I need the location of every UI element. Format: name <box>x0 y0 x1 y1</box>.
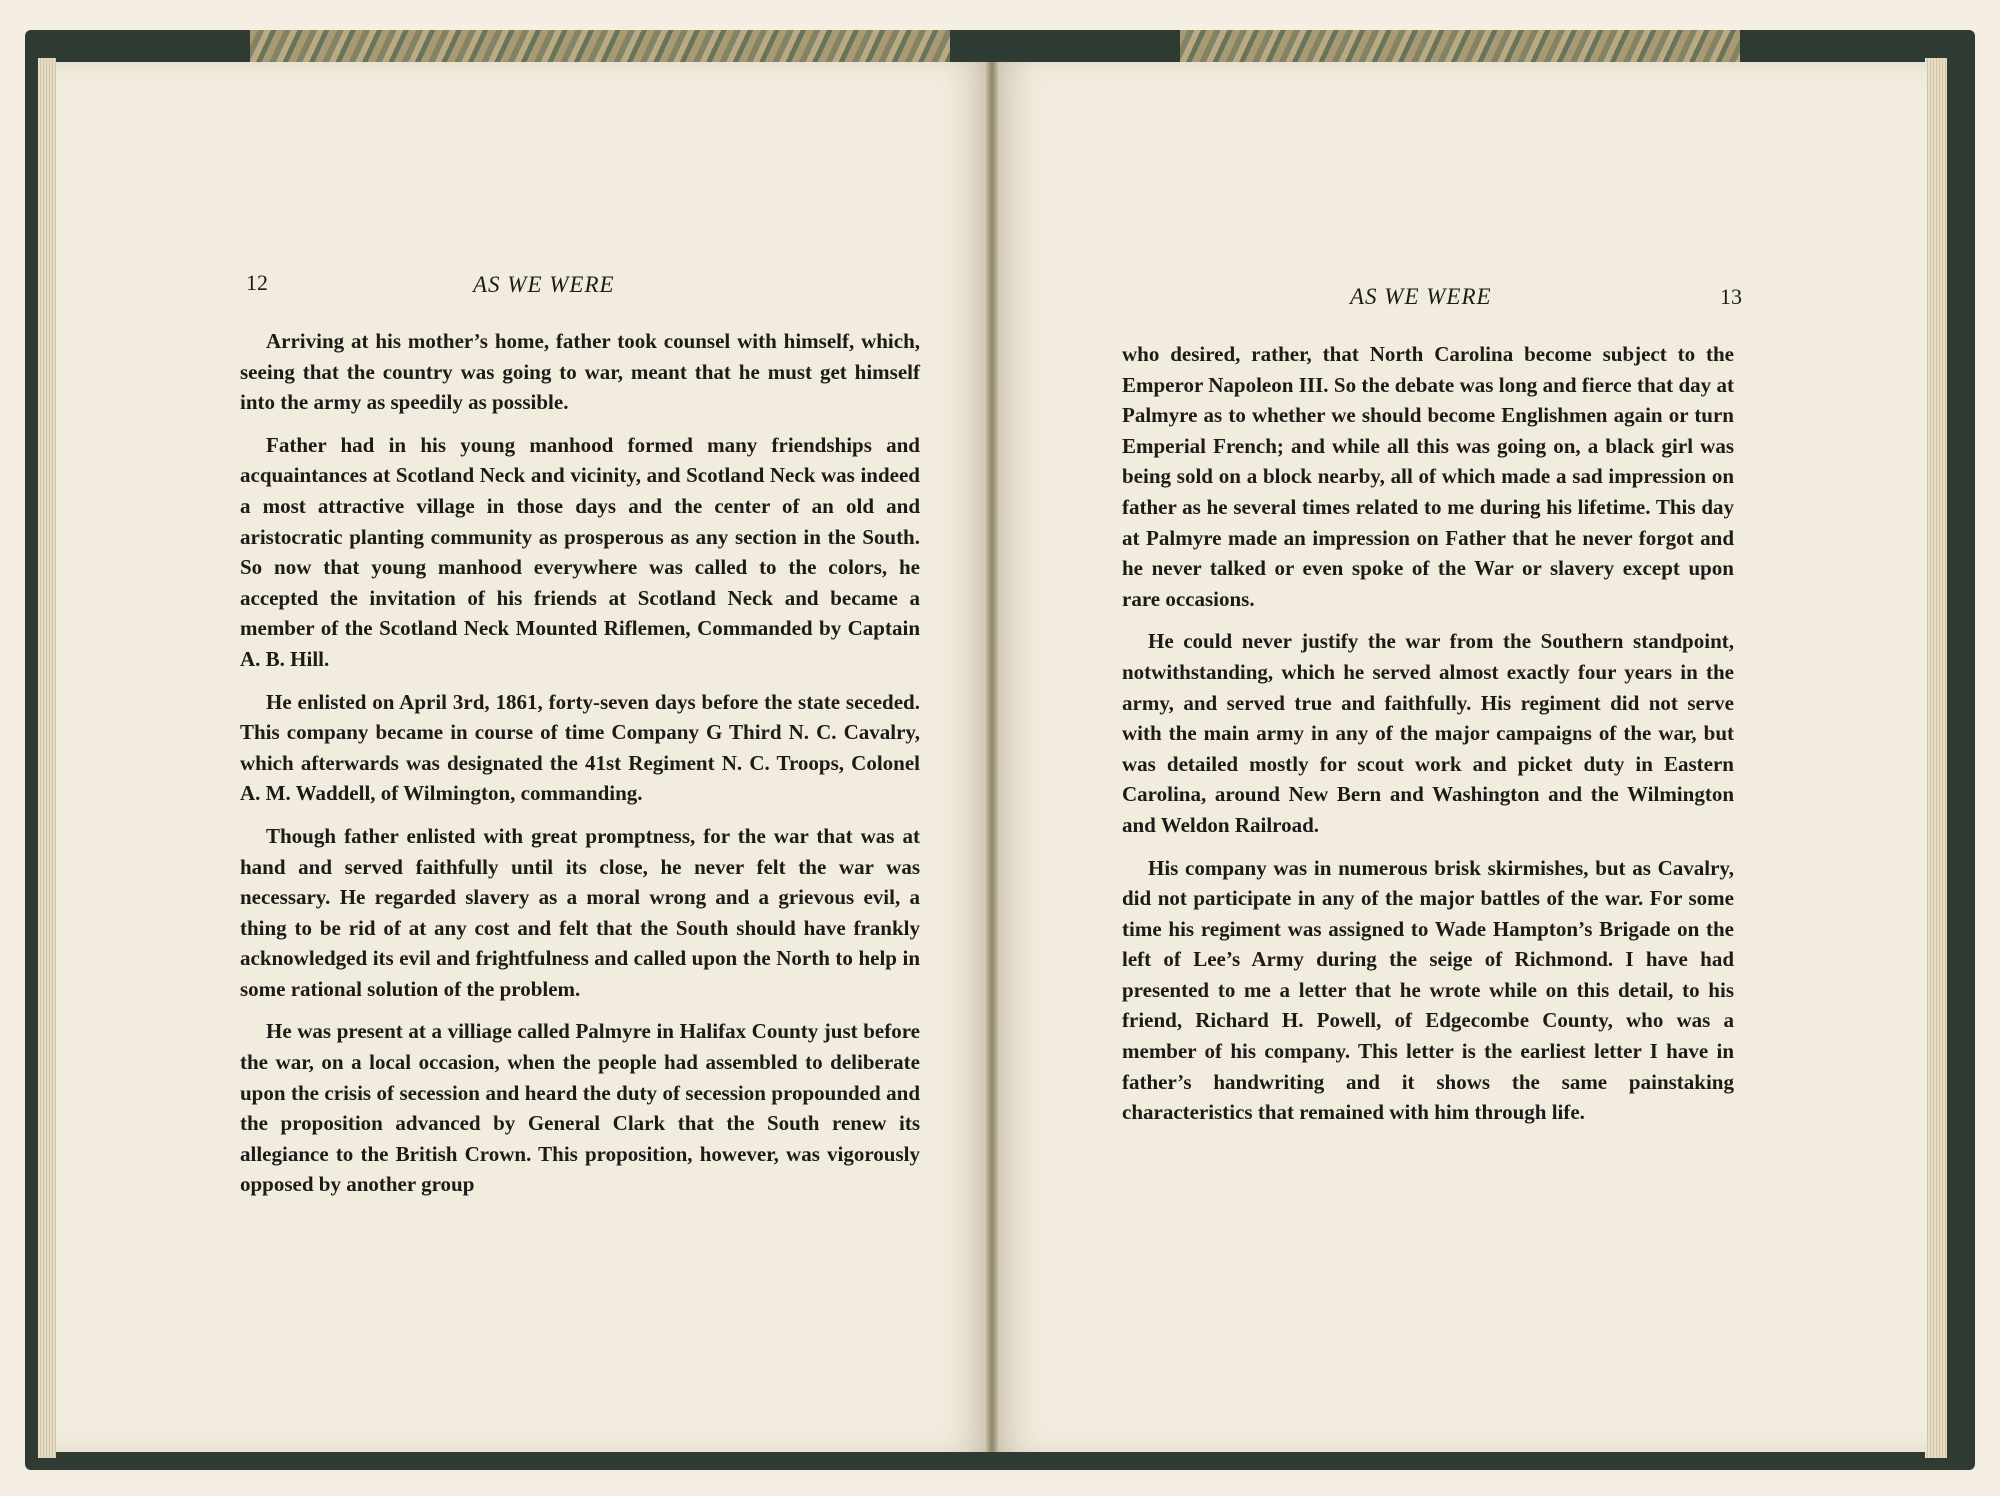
marbled-cover-right <box>1180 30 1740 64</box>
marbled-cover-left <box>250 30 950 64</box>
paragraph: His company was in numerous brisk skirmishes, but as Cavalry, did not participate in any of the major battles of the war. For some time his regiment was assigned to Wade Hampton’s Brigade on the left of Lee’s Army during the seige of Richmond. I have had presented to me a letter that he wrote while on this detail, to his friend, Richard H. Powell, of Edgecombe County, who was a member of his company. This letter is the earliest letter I have in father’s handwriting and it shows the same painstaking characteristics that remained with him through life. <box>1122 855 1734 1125</box>
running-head: AS WE WERE <box>1350 284 1492 309</box>
page-number: 13 <box>1720 284 1742 309</box>
running-head: AS WE WERE <box>473 272 615 297</box>
page-edges-right <box>1925 58 1947 1458</box>
paragraph: Father had in his young manhood formed many friendships and acquaintances at Scotland Neck and vicinity, and Scotland Neck was indeed a most attractive village in those days and the center of an old and aristocratic planting community as prosperous as any section in the South. So now that young manhood everywhere was called to the colors, he accepted the invitation of his friends at Scotland Neck and became a member of the Scotland Neck Mounted Riflemen, Commanded by Captain A. B. Hill. <box>240 432 920 671</box>
paragraph: who desired, rather, that North Carolina become subject to the Emperor Napoleon III. So the debate was long and fierce that day at Palmyre as to whether we should become Englishmen again or turn Emperial French; and while all this was going on, a black girl was being sold on a block nearby, all of which made a sad impression on father as he several times related to me during his lifetime. This day at Palmyre made an impression on Father that he never forgot and he never talked or even spoke of the War or slavery except upon rare occasions. <box>1122 342 1734 611</box>
paragraph: Arriving at his mother’s home, father took counsel with himself, which, seeing that the country was going to war, meant that he must get himself into the army as speedily as possible. <box>240 329 920 415</box>
page-body <box>1122 339 1734 1140</box>
paragraph: He could never justify the war from the Southern standpoint, notwithstanding, which he served almost exactly four years in the army, and served true and faithfully. His regiment did not serve with the main army in any of the major campaigns of the war, but was detailed mostly for scout work and picket duty in Eastern Carolina, around New Bern and Washington and the Wilmington and Weldon Railroad. <box>1122 629 1734 837</box>
paragraph: Though father enlisted with great promptness, for the war that was at hand and served faithfully until its close, he never felt the war was necessary. He regarded slavery as a moral wrong and a grievous evil, a thing to be rid of at any cost and felt that the South should have frankly acknowledged its evil and frightfulness and called upon the North to help in some rational solution of the problem. <box>240 823 920 1001</box>
page-number: 12 <box>246 270 268 295</box>
book-gutter <box>986 62 998 1452</box>
page-body <box>240 326 920 1212</box>
page-edges-left <box>38 58 56 1458</box>
paragraph: He enlisted on April 3rd, 1861, forty-seven days before the state seceded. This company became in course of time Company G Third N. C. Cavalry, which afterwards was designated the 41st Regiment N. C. Troops, Colonel A. M. Waddell, of Wilmington, commanding. <box>240 689 920 806</box>
right-page <box>992 62 1927 1452</box>
left-page <box>56 62 991 1452</box>
paragraph: He was present at a villiage called Palmyre in Halifax County just before the war, on a local occasion, when the people had assembled to deliberate upon the crisis of secession and heard the duty of secession propounded and the proposition advanced by General Clark that the South renew its allegiance to the British Crown. This proposition, however, was vigorously opposed by another group <box>240 1019 920 1197</box>
